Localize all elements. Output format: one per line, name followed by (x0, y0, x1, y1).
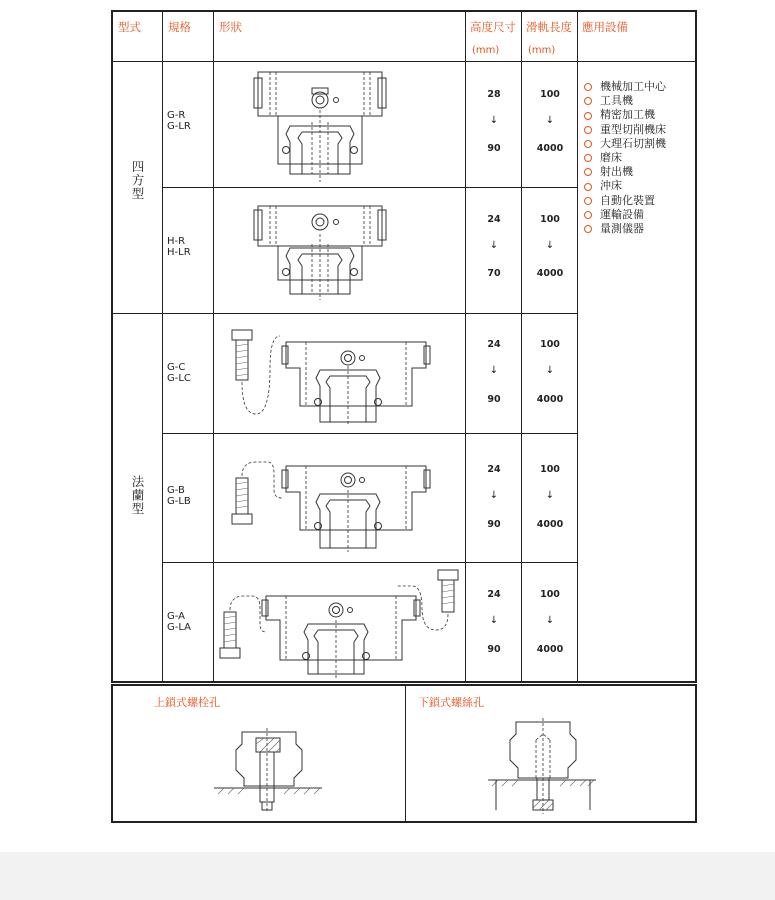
circle-bullet-icon (584, 211, 592, 219)
application-list (584, 80, 666, 236)
row-divider (162, 433, 577, 434)
circle-bullet-icon (584, 83, 592, 91)
flange-block-bottom-bolt-icon (216, 444, 462, 556)
bottom-lock-title: 下鎖式螺絲孔 (418, 696, 484, 709)
range-arrow: ↓ (489, 365, 499, 376)
bottom-lock-screw-icon (488, 716, 598, 816)
application-item: 量測儀器 (584, 222, 666, 236)
group-divider (111, 313, 577, 314)
header-spec: 規格 (168, 20, 191, 34)
header-shape: 形狀 (219, 20, 242, 34)
header-height: 高度尺寸 (470, 20, 516, 34)
circle-bullet-icon (584, 225, 592, 233)
application-item: 運輸設備 (584, 208, 666, 222)
top-lock-bolt-icon (214, 722, 324, 814)
application-item: 射出機 (584, 165, 666, 179)
length-max: 4000 (536, 143, 564, 154)
row-spec: G-B G-LB (167, 485, 191, 507)
row-divider (162, 562, 577, 563)
circle-bullet-icon (584, 154, 592, 162)
height-max: 90 (487, 519, 501, 530)
circle-bullet-icon (584, 97, 592, 105)
length-max: 4000 (536, 519, 564, 530)
height-max: 90 (487, 644, 501, 655)
header-type: 型式 (118, 20, 141, 34)
col-divider (213, 10, 214, 683)
range-arrow: ↓ (545, 365, 555, 376)
height-min: 28 (487, 89, 501, 100)
group-label-flange: 法蘭型 (130, 475, 145, 516)
length-max: 4000 (536, 644, 564, 655)
flange-block-top-bolt-icon (216, 318, 462, 430)
range-arrow: ↓ (545, 115, 555, 126)
application-item: 機械加工中心 (584, 80, 666, 94)
length-min: 100 (540, 214, 560, 225)
row-spec: H-R H-LR (167, 236, 191, 258)
square-block-icon (250, 192, 390, 302)
top-lock-title: 上鎖式螺栓孔 (154, 696, 220, 709)
page-footer-band (0, 852, 775, 900)
application-item: 磨床 (584, 151, 666, 165)
length-min: 100 (540, 339, 560, 350)
circle-bullet-icon (584, 126, 592, 134)
row-spec: G-R G-LR (167, 110, 191, 132)
col-divider (162, 10, 163, 683)
row-divider (162, 187, 577, 188)
length-min: 100 (540, 89, 560, 100)
length-max: 4000 (536, 268, 564, 279)
range-arrow: ↓ (489, 490, 499, 501)
height-min: 24 (487, 339, 501, 350)
height-min: 24 (487, 214, 501, 225)
range-arrow: ↓ (489, 615, 499, 626)
length-max: 4000 (536, 394, 564, 405)
application-item: 沖床 (584, 179, 666, 193)
application-item: 自動化裝置 (584, 194, 666, 208)
application-item: 工具機 (584, 94, 666, 108)
range-arrow: ↓ (489, 115, 499, 126)
application-item: 大理石切割機 (584, 137, 666, 151)
height-min: 24 (487, 589, 501, 600)
mounting-divider (405, 684, 406, 823)
circle-bullet-icon (584, 197, 592, 205)
height-max: 70 (487, 268, 501, 279)
height-min: 24 (487, 464, 501, 475)
row-spec: G-A G-LA (167, 611, 191, 633)
header-divider (111, 61, 697, 62)
height-max: 90 (487, 394, 501, 405)
circle-bullet-icon (584, 168, 592, 176)
circle-bullet-icon (584, 183, 592, 191)
application-item: 精密加工機 (584, 108, 666, 122)
unit-height: (mm) (472, 45, 500, 56)
length-min: 100 (540, 589, 560, 600)
application-item: 重型切削機床 (584, 123, 666, 137)
square-block-icon (250, 66, 390, 184)
unit-length: (mm) (528, 45, 556, 56)
flange-block-both-bolt-icon (216, 568, 462, 680)
range-arrow: ↓ (545, 615, 555, 626)
length-min: 100 (540, 464, 560, 475)
range-arrow: ↓ (545, 490, 555, 501)
height-max: 90 (487, 143, 501, 154)
header-applications: 應用設備 (582, 20, 628, 34)
circle-bullet-icon (584, 140, 592, 148)
range-arrow: ↓ (489, 240, 499, 251)
circle-bullet-icon (584, 112, 592, 120)
group-label-square: 四方型 (130, 160, 145, 201)
row-spec: G-C G-LC (167, 362, 191, 384)
range-arrow: ↓ (545, 240, 555, 251)
header-rail-length: 滑軌長度 (526, 20, 572, 34)
